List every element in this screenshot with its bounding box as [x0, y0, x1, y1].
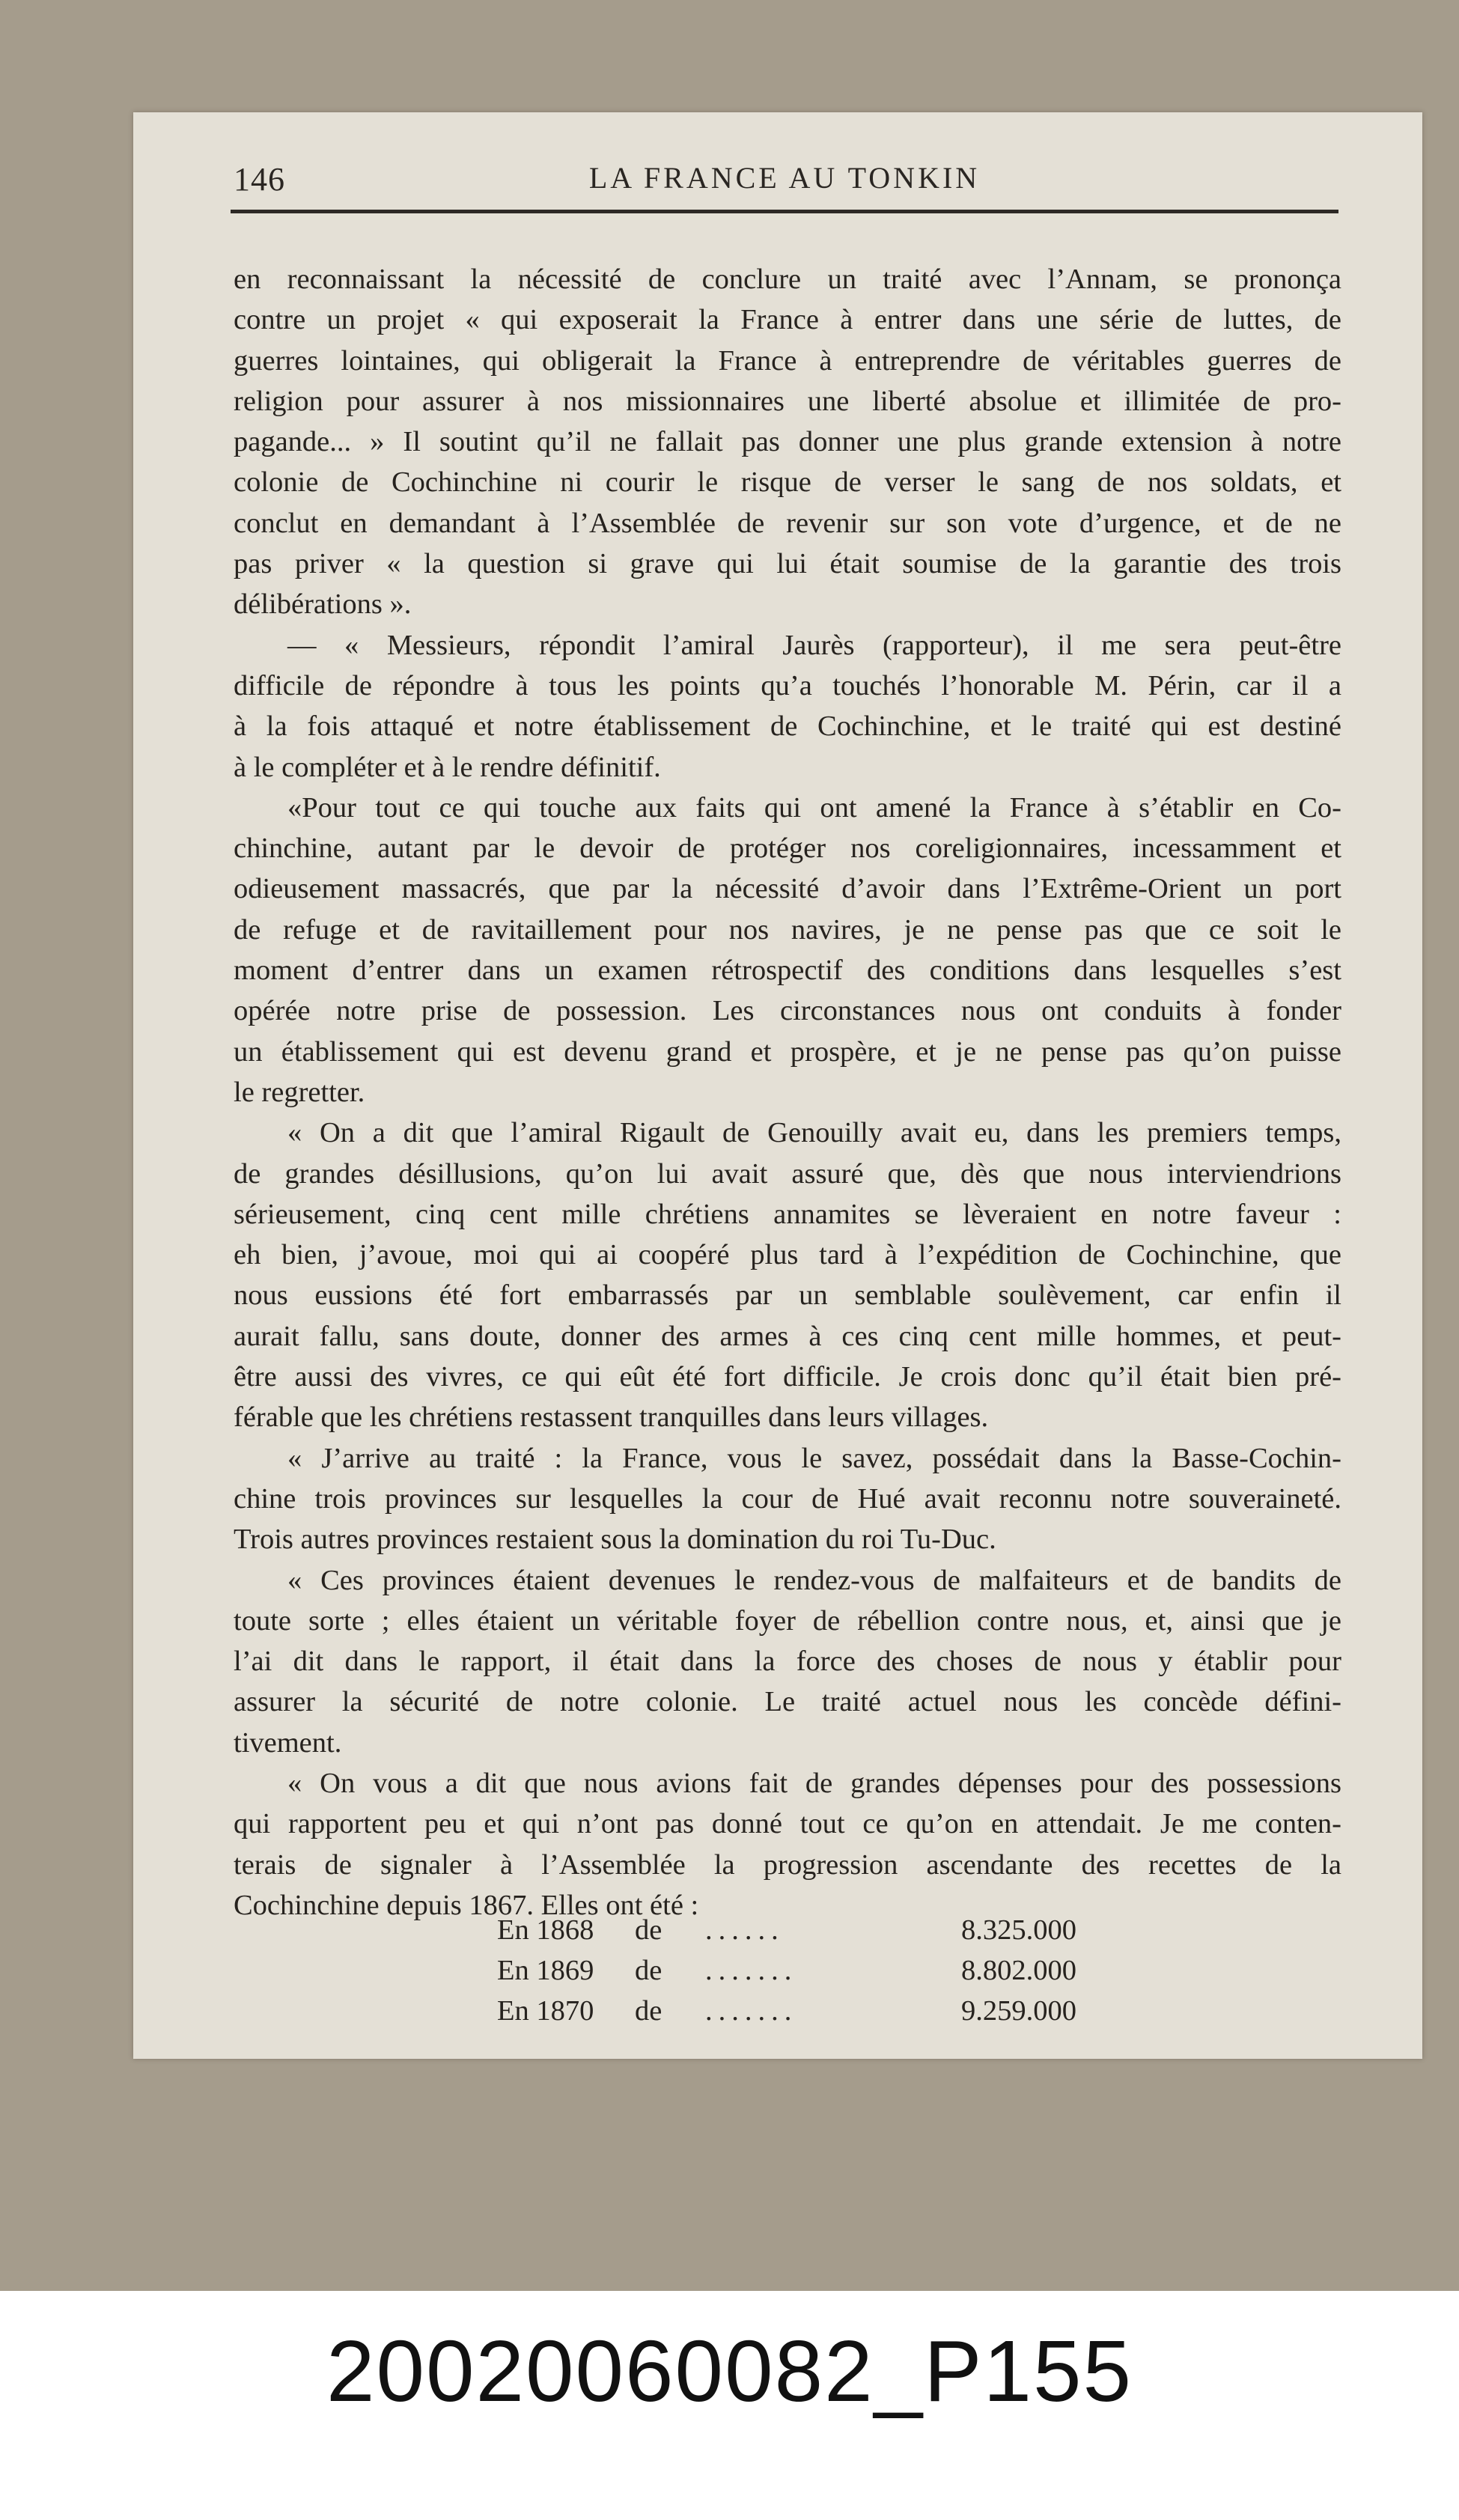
revenue-amount: 8.325.000	[961, 1914, 1076, 1946]
revenue-table	[234, 1914, 1341, 2035]
header-rule	[231, 210, 1338, 213]
text-line: «Pour tout ce qui touche aux faits qui ont amené la France à s’établir en Co-	[287, 791, 1341, 824]
revenue-row	[234, 1914, 1341, 1954]
text-line: sérieusement, cinq cent mille chrétiens annamites se lèveraient en notre faveur :	[234, 1198, 1341, 1230]
text-line: pas priver « la question si grave qui lui était soumise de la garantie des trois	[234, 548, 1341, 580]
text-line: de refuge et de ravitaillement pour nos navires, je ne pense pas que ce soit le	[234, 913, 1341, 946]
text-line: férable que les chrétiens restassent tranquilles dans leurs villages.	[234, 1401, 989, 1434]
revenue-leader-dots: .......	[705, 1995, 798, 2027]
text-line: de grandes désillusions, qu’on lui avait assuré que, dès que nous interviendrions	[234, 1157, 1341, 1190]
text-line: délibérations ».	[234, 588, 412, 621]
revenue-year: En 1869	[497, 1955, 594, 1986]
book-page	[133, 112, 1422, 2059]
revenue-leader-dots: ......	[705, 1914, 785, 1946]
text-line: conclut en demandant à l’Assemblée de revenir sur son vote d’urgence, et de ne	[234, 507, 1341, 539]
text-line: « Ces provinces étaient devenues le rendez-vous de malfaiteurs et de bandits de	[287, 1564, 1341, 1596]
text-line: opérée notre prise de possession. Les circonstances nous ont conduits à fonder	[234, 995, 1341, 1027]
text-line: le regretter.	[234, 1076, 365, 1108]
text-line: tivement.	[234, 1726, 342, 1759]
revenue-row	[234, 1994, 1341, 2035]
text-line: aurait fallu, sans doute, donner des armes à ces cinq cent mille hommes, et peut-	[234, 1320, 1341, 1352]
text-line: chinchine, autant par le devoir de protéger nos coreligionnaires, incessamment et	[234, 833, 1341, 865]
page-number: 146	[234, 161, 285, 198]
revenue-de: de	[635, 1955, 663, 1986]
text-line: assurer la sécurité de notre colonie. Le traité actuel nous les concède défini-	[234, 1686, 1341, 1718]
revenue-leader-dots: .......	[705, 1955, 798, 1986]
revenue-row	[234, 1954, 1341, 1994]
document-id-caption: 20020060082_P155	[326, 2322, 1133, 2420]
text-line: Cochinchine depuis 1867. Elles ont été :	[234, 1889, 699, 1921]
body-text	[234, 259, 1341, 1926]
text-line: en reconnaissant la nécessité de conclure un traité avec l’Annam, se prononça	[234, 264, 1341, 295]
text-line: un établissement qui est devenu grand et prospère, et je ne pense pas qu’on puisse	[234, 1035, 1341, 1068]
text-line: à la fois attaqué et notre établissement de Cochinchine, et le traité qui est destiné	[234, 710, 1341, 743]
revenue-de: de	[635, 1995, 663, 2027]
text-line: guerres lointaines, qui obligerait la France à entreprendre de véritables guerres de	[234, 344, 1341, 377]
text-line: terais de signaler à l’Assemblée la progression ascendante des recettes de la	[234, 1848, 1341, 1881]
revenue-amount: 9.259.000	[961, 1995, 1076, 2027]
text-line: pagande... » Il soutint qu’il ne fallait pas donner une plus grande extension à notre	[234, 426, 1341, 458]
revenue-year: En 1868	[497, 1914, 594, 1946]
text-line: contre un projet « qui exposerait la France à entrer dans une série de luttes, de	[234, 304, 1341, 336]
text-line: « On a dit que l’amiral Rigault de Genouilly avait eu, dans les premiers temps,	[287, 1117, 1341, 1149]
text-line: — « Messieurs, répondit l’amiral Jaurès (rapporteur), il me sera peut-être	[287, 629, 1341, 661]
running-title: LA FRANCE AU TONKIN	[588, 161, 981, 195]
revenue-amount: 8.802.000	[961, 1955, 1076, 1986]
text-line: toute sorte ; elles étaient un véritable foyer de rébellion contre nous, et, ainsi que je	[234, 1604, 1341, 1637]
page-header	[234, 154, 1335, 214]
text-line: à le compléter et à le rendre définitif.	[234, 751, 661, 783]
text-line: être aussi des vivres, ce qui eût été fort difficile. Je crois donc qu’il était bien pré-	[234, 1361, 1341, 1393]
text-line: nous eussions été fort embarrassés par un semblable soulèvement, car enfin il	[234, 1279, 1341, 1312]
text-line: Trois autres provinces restaient sous la domination du roi Tu-Duc.	[234, 1524, 996, 1556]
text-line: eh bien, j’avoue, moi qui ai coopéré plus tard à l’expédition de Cochinchine, que	[234, 1239, 1341, 1271]
text-line: moment d’entrer dans un examen rétrospectif des conditions dans lesquelles s’est	[234, 955, 1341, 987]
revenue-year: En 1870	[497, 1995, 594, 2027]
text-line: « J’arrive au traité : la France, vous le savez, possédait dans la Basse-Cochin-	[287, 1442, 1341, 1474]
text-line: colonie de Cochinchine ni courir le risque de verser le sang de nos soldats, et	[234, 466, 1341, 499]
text-line: religion pour assurer à nos missionnaires une liberté absolue et illimitée de pro-	[234, 385, 1341, 417]
text-line: l’ai dit dans le rapport, il était dans la force des choses de nous y établir pour	[234, 1646, 1341, 1678]
text-line: odieusement massacrés, que par la nécessité d’avoir dans l’Extrême-Orient un port	[234, 873, 1341, 905]
text-line: chine trois provinces sur lesquelles la cour de Hué avait reconnu notre souveraineté.	[234, 1482, 1341, 1515]
text-line: difficile de répondre à tous les points qu’a touchés l’honorable M. Périn, car il a	[234, 669, 1341, 701]
text-line: « On vous a dit que nous avions fait de grandes dépenses pour des possessions	[287, 1767, 1341, 1799]
text-line: qui rapportent peu et qui n’ont pas donné tout ce qu’on en attendait. Je me conten-	[234, 1808, 1341, 1840]
revenue-de: de	[635, 1914, 663, 1946]
